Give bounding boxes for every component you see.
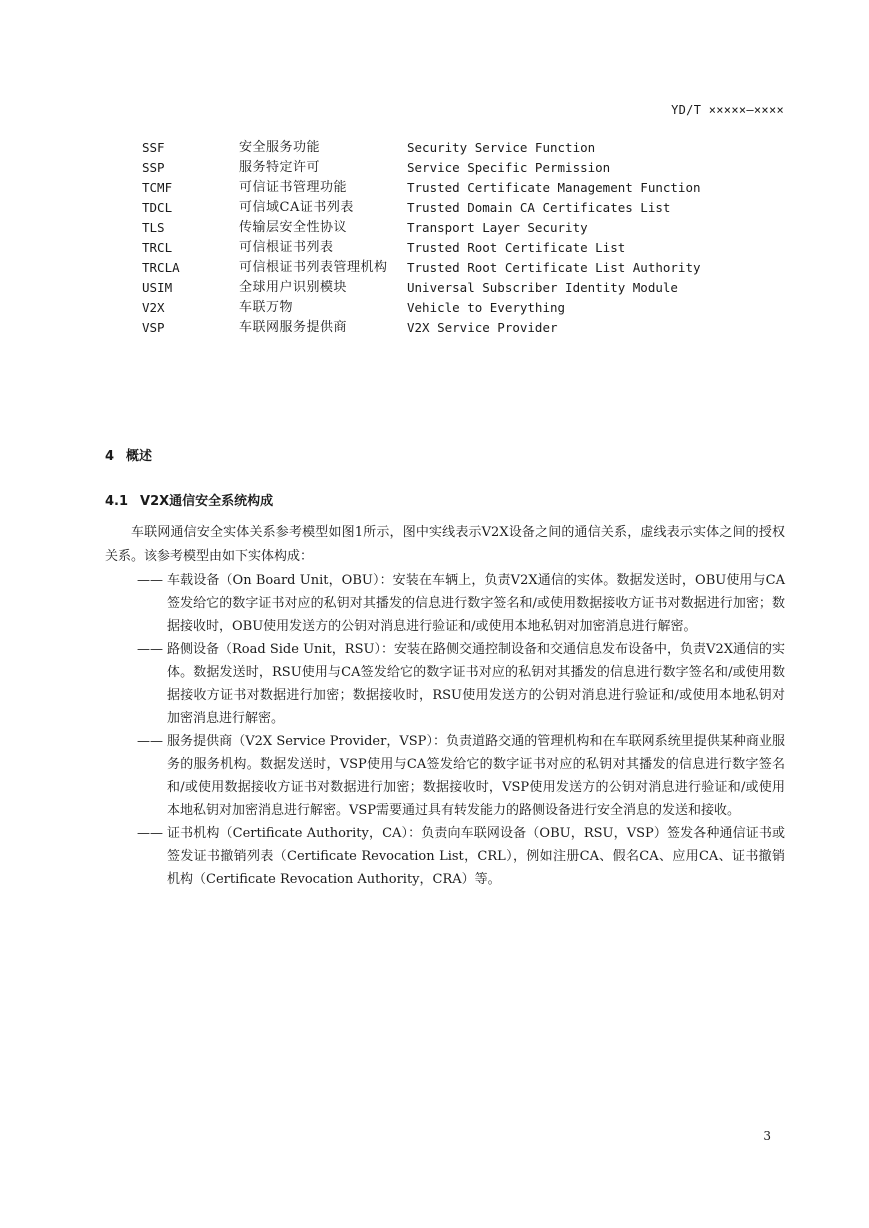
english-term-cell: Trusted Certificate Management Function — [407, 180, 701, 195]
list-item — [137, 638, 785, 730]
abbreviation-cell: TRCL — [142, 240, 173, 255]
english-term-cell: Service Specific Permission — [407, 160, 611, 175]
table-row — [142, 198, 701, 218]
table-row — [142, 138, 701, 158]
abbreviation-cell: TLS — [142, 220, 165, 235]
abbreviation-cell: TDCL — [142, 200, 173, 215]
abbreviation-cell: TRCLA — [142, 260, 180, 275]
table-row — [142, 278, 701, 298]
chinese-term-cell: 全球用户识别模块 — [239, 280, 348, 295]
section-number: 4.1 — [105, 494, 129, 509]
entity-list — [137, 569, 785, 891]
table-row — [142, 178, 701, 198]
list-item — [137, 822, 785, 891]
list-item-text: 车载设备（On Board Unit，OBU）：安装在车辆上，负责V2X通信的实体。数据发送时，OBU使用与CA签发给它的数字证书对应的私钥对其播发的信息进行数字签名和/或使用数据接收方证书对数据进行加密；数据接收时，OBU使用发送方的公钥对消息进行验证和/或使用本地私钥对加密消息进行解密。 — [167, 573, 785, 634]
abbreviations-table — [142, 138, 701, 338]
section-title: V2X通信安全系统构成 — [140, 494, 274, 509]
english-term-cell: Security Service Function — [407, 140, 596, 155]
table-row — [142, 158, 701, 178]
chinese-term-cell: 可信证书管理功能 — [239, 180, 348, 195]
list-dash: —— — [137, 734, 163, 749]
abbreviation-cell: SSP — [142, 160, 165, 175]
abbreviation-cell: SSF — [142, 140, 165, 155]
abbreviation-cell: V2X — [142, 300, 165, 315]
english-term-cell: Trusted Root Certificate List — [407, 240, 626, 255]
list-item-text: 服务提供商（V2X Service Provider，VSP）：负责道路交通的管理机构和在车联网系统里提供某种商业服务的服务机构。数据发送时，VSP使用与CA签发给它的数字证书对应的私钥对其播发的信息进行数字签名和/或使用数据接收方证书对数据进行加密；数据接收时，VSP使用发送方的公钥对消息进行验证和/或使用本地私钥对加密消息进行解密。VSP需要通过具有转发能力的路侧设备进行安全消息的发送和接收。 — [167, 734, 785, 818]
list-item — [137, 569, 785, 638]
chinese-term-cell: 车联网服务提供商 — [239, 320, 348, 335]
section-number: 4 — [105, 449, 115, 464]
abbreviation-cell: USIM — [142, 280, 173, 295]
english-term-cell: Transport Layer Security — [407, 220, 588, 235]
section-heading-4-1 — [105, 490, 273, 509]
english-term-cell: Universal Subscriber Identity Module — [407, 280, 678, 295]
table-row — [142, 218, 701, 238]
list-dash: —— — [137, 642, 163, 657]
chinese-term-cell: 服务特定许可 — [239, 160, 321, 175]
abbreviation-cell: TCMF — [142, 180, 173, 195]
section-heading-4 — [105, 445, 152, 464]
chinese-term-cell: 传输层安全性协议 — [239, 220, 348, 235]
page-number: 3 — [763, 1129, 771, 1143]
list-dash: —— — [137, 826, 163, 841]
list-item — [137, 730, 785, 822]
list-item-text: 证书机构（Certificate Authority，CA）：负责向车联网设备（OBU，RSU，VSP）签发各种通信证书或签发证书撤销列表（Certificate Revocation List，CRL），例如注册CA、假名CA、应用CA、证书撤销机构（Certificate Revocation Authority，CRA）等。 — [167, 826, 785, 887]
english-term-cell: Trusted Root Certificate List Authority — [407, 260, 701, 275]
chinese-term-cell: 可信域CA证书列表 — [239, 200, 354, 215]
intro-paragraph: 车联网通信安全实体关系参考模型如图1所示，图中实线表示V2X设备之间的通信关系，虚线表示实体之间的授权关系。该参考模型由如下实体构成： — [105, 525, 785, 564]
english-term-cell: Vehicle to Everything — [407, 300, 566, 315]
english-term-cell: Trusted Domain CA Certificates List — [407, 200, 671, 215]
table-row — [142, 258, 701, 278]
section-title: 概述 — [126, 449, 153, 464]
chinese-term-cell: 可信根证书列表管理机构 — [239, 260, 388, 275]
table-row — [142, 318, 701, 338]
chinese-term-cell: 可信根证书列表 — [239, 240, 334, 255]
table-row — [142, 298, 701, 318]
abbreviation-cell: VSP — [142, 320, 165, 335]
chinese-term-cell: 安全服务功能 — [239, 140, 321, 155]
document-id-header: YD/T ×××××—×××× — [671, 103, 784, 117]
table-row — [142, 238, 701, 258]
list-item-text: 路侧设备（Road Side Unit，RSU）：安装在路侧交通控制设备和交通信息发布设备中，负责V2X通信的实体。数据发送时，RSU使用与CA签发给它的数字证书对应的私钥对其播发的信息进行数字签名和/或使用数据接收方证书对数据进行加密；数据接收时，RSU使用发送方的公钥对消息进行验证和/或使用本地私钥对加密消息进行解密。 — [167, 642, 785, 726]
chinese-term-cell: 车联万物 — [239, 300, 294, 315]
list-dash: —— — [137, 573, 163, 588]
english-term-cell: V2X Service Provider — [407, 320, 558, 335]
